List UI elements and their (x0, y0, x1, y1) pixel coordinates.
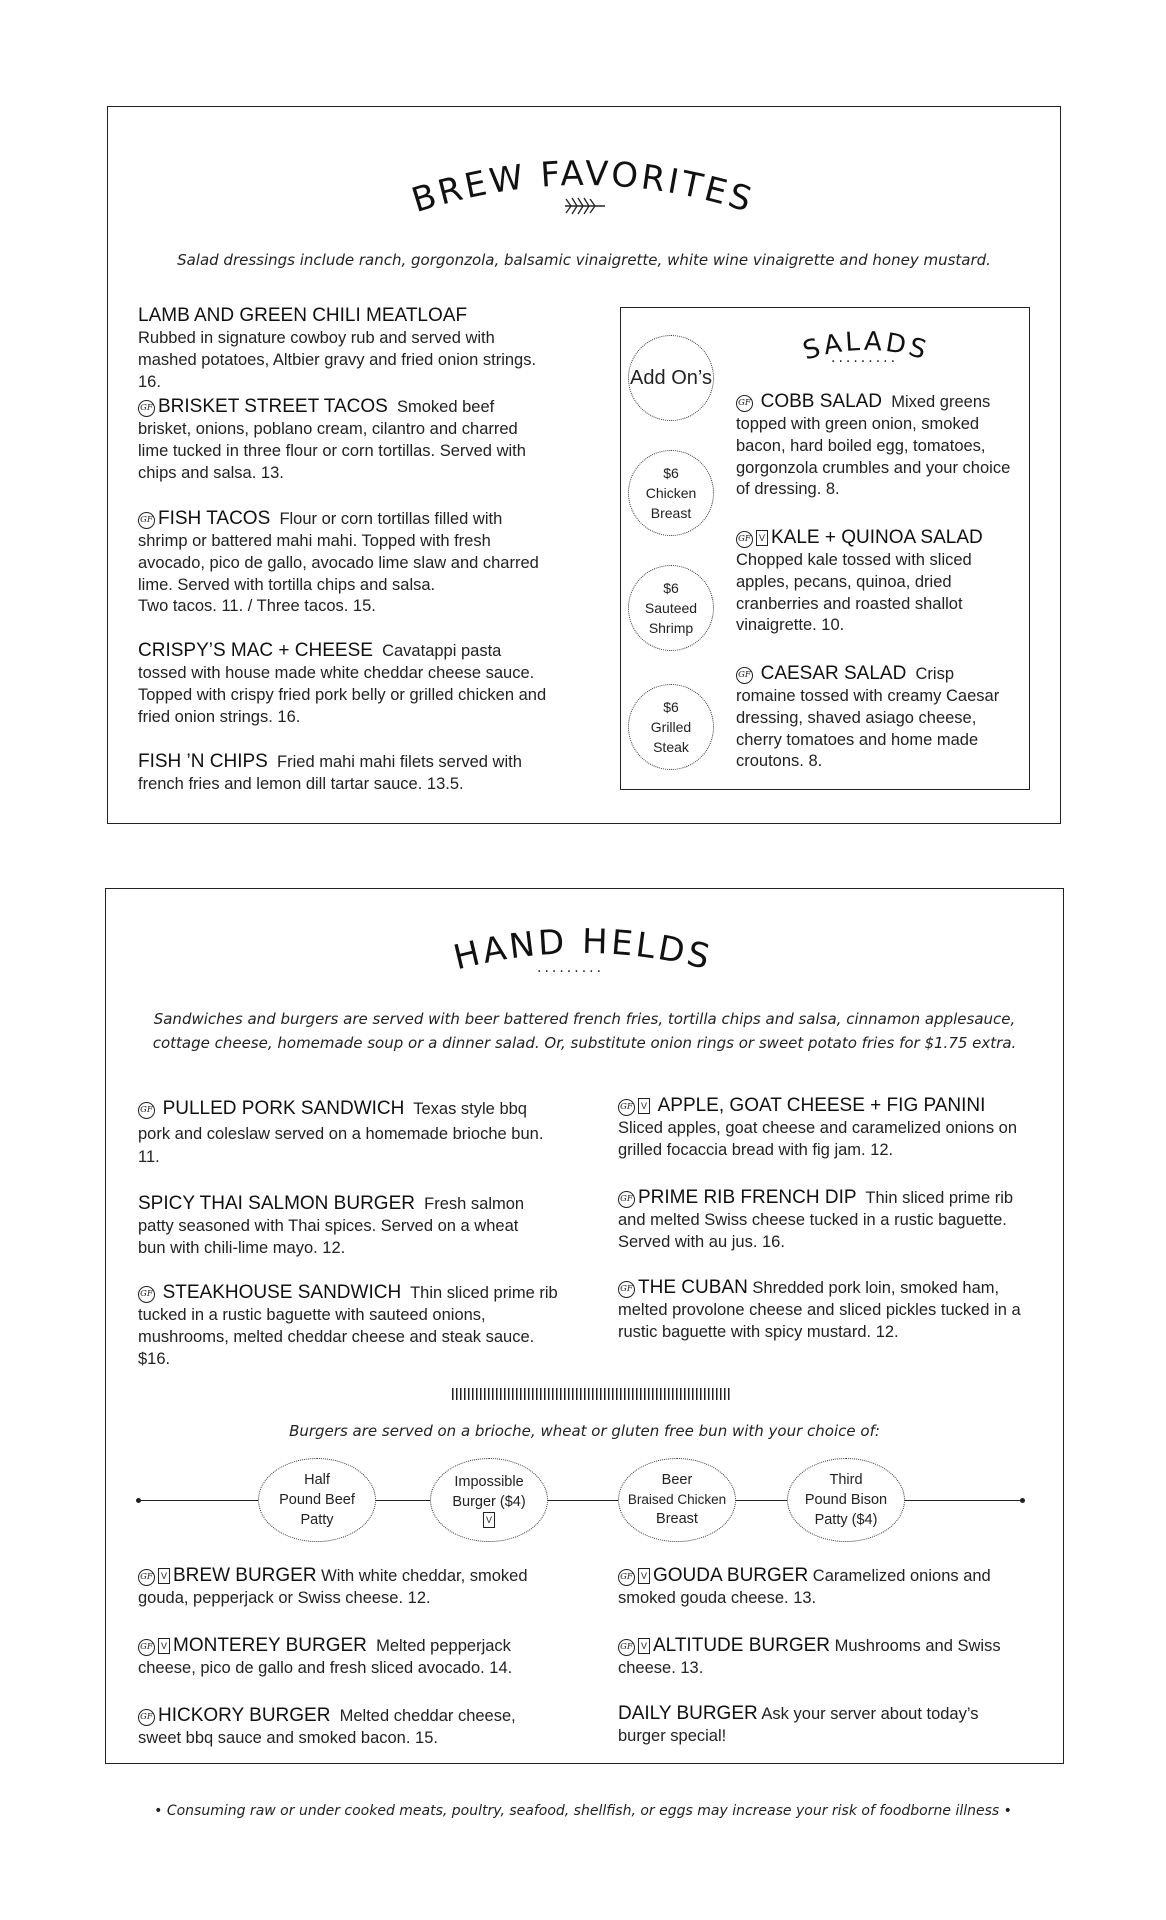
addon-chicken-badge: $6 Chicken Breast (628, 450, 714, 536)
patty-option-impossible: Impossible Burger ($4) V (430, 1458, 548, 1542)
gluten-free-icon: GF (138, 400, 155, 417)
menu-item-fish-tacos: GF FISH TACOS Flour or corn tortillas filled with shrimp or battered mahi mahi. Topped with fresh avocado, pico de gallo, avocado lime slaw and charred lime. Served with tortilla chips and salsa. Two tacos. 11. / Three tacos. 15. (138, 508, 539, 616)
gluten-free-icon: GF (138, 1102, 155, 1119)
dressings-note: Salad dressings include ranch, gorgonzola, balsamic vinaigrette, white wine vinaigrette and honey mustard. (177, 251, 991, 269)
menu-item-brisket-tacos: GF BRISKET STREET TACOS Smoked beef brisket, onions, poblano cream, cilantro and charred lime tucked in three flour or corn tortillas. Served with chips and salsa. 13. (138, 396, 526, 482)
timeline-endpoint-right (1020, 1498, 1025, 1503)
burger-item-gouda: GF V GOUDA BURGER Caramelized onions and smoked gouda cheese. 13. (618, 1565, 991, 1608)
sandwich-item-steakhouse: GF STEAKHOUSE SANDWICH Thin sliced prime rib tucked in a rustic baguette with sauteed onions, mushrooms, melted cheddar cheese and steak sauce. $16. (138, 1282, 558, 1368)
vegetarian-icon: V (483, 1512, 495, 1528)
gluten-free-icon: GF (618, 1569, 635, 1586)
menu-item-mac-cheese: CRISPY’S MAC + CHEESE Cavatappi pasta tossed with house made white cheddar cheese sauce. Topped with crispy fried pork belly or grilled chicken and fried onion strings. 16. (138, 640, 547, 726)
addons-title-badge: Add On’s (628, 335, 714, 421)
gluten-free-icon: GF (736, 395, 753, 412)
sandwich-item-panini: GF V APPLE, GOAT CHEESE + FIG PANINI Sliced apples, goat cheese and caramelized onions on grilled focaccia bread with fig jam. 12. (618, 1095, 1018, 1159)
burger-bun-note: Burgers are served on a brioche, wheat or gluten free bun with your choice of: (289, 1422, 880, 1440)
salads-title (0, 318, 1166, 368)
gluten-free-icon: GF (736, 531, 753, 548)
hand-helds-divider: ......... (537, 960, 605, 976)
decorative-divider (452, 1388, 732, 1400)
sides-note: Sandwiches and burgers are served with beer battered french fries, tortilla chips and salsa, cinnamon applesauce, cottage cheese, homemade soup or a dinner salad. Or, substitute onion rings or sweet potato fries for $1.75 extra. (152, 1010, 1017, 1052)
vegetarian-icon: V (638, 1568, 650, 1584)
gluten-free-icon: GF (618, 1281, 635, 1298)
svg-text:BREW FAVORITES: BREW FAVORITES (407, 153, 759, 222)
svg-text:SALADS: SALADS (799, 326, 933, 367)
vegetarian-icon: V (756, 530, 768, 546)
burger-item-hickory: GF HICKORY BURGER Melted cheddar cheese, sweet bbq sauce and smoked bacon. 15. (138, 1705, 516, 1748)
gluten-free-icon: GF (138, 1639, 155, 1656)
burger-item-daily: DAILY BURGER Ask your server about today’s burger special! (618, 1703, 979, 1746)
salads-divider: ......... (831, 350, 899, 366)
vegetarian-icon: V (638, 1098, 650, 1114)
sandwich-item-thai-salmon: SPICY THAI SALMON BURGER Fresh salmon patty seasoned with Thai spices. Served on a wheat bun with chili-lime mayo. 12. (138, 1193, 525, 1257)
gluten-free-icon: GF (138, 1569, 155, 1586)
addon-steak-badge: $6 Grilled Steak (628, 684, 714, 770)
burger-item-altitude: GF V ALTITUDE BURGER Mushrooms and Swiss cheese. 13. (618, 1635, 1001, 1678)
salad-item-kale-quinoa: GF V KALE + QUINOA SALAD Chopped kale tossed with sliced apples, pecans, quinoa, dried cranberries and roasted shallot vinaigrette. 10. (736, 527, 983, 635)
vegetarian-icon: V (158, 1638, 170, 1654)
leaf-icon (563, 195, 607, 217)
sandwich-item-french-dip: GF PRIME RIB FRENCH DIP Thin sliced prime rib and melted Swiss cheese tucked in a rustic baguette. Served with au jus. 16. (618, 1187, 1014, 1251)
gluten-free-icon: GF (138, 512, 155, 529)
gluten-free-icon: GF (138, 1709, 155, 1726)
vegetarian-icon: V (158, 1568, 170, 1584)
salad-item-cobb: GF COBB SALAD Mixed greens topped with green onion, smoked bacon, hard boiled egg, tomatoes, gorgonzola crumbles and your choice of dressing. 8. (736, 391, 1011, 499)
menu-item-meatloaf: LAMB AND GREEN CHILI MEATLOAF Rubbed in signature cowboy rub and served with mashed potatoes, Altbier gravy and fried onion strings. 16. (138, 305, 537, 391)
gluten-free-icon: GF (138, 1286, 155, 1303)
gluten-free-icon: GF (736, 667, 753, 684)
svg-text:HAND HELDS: HAND HELDS (449, 921, 717, 979)
gluten-free-icon: GF (618, 1191, 635, 1208)
brew-favorites-title (0, 130, 1166, 240)
burger-item-brew: GF V BREW BURGER With white cheddar, smoked gouda, pepperjack or Swiss cheese. 12. (138, 1565, 528, 1608)
gluten-free-icon: GF (618, 1099, 635, 1116)
sandwich-item-pulled-pork: GF PULLED PORK SANDWICH Texas style bbq pork and coleslaw served on a homemade brioche bun. 11. (138, 1098, 544, 1167)
sandwich-item-cuban: GF THE CUBAN Shredded pork loin, smoked ham, melted provolone cheese and sliced pickles tucked in a rustic baguette with spicy mustard. 12. (618, 1277, 1021, 1341)
vegetarian-icon: V (638, 1638, 650, 1654)
timeline-endpoint-left (136, 1498, 141, 1503)
menu-item-fish-n-chips: FISH ’N CHIPS Fried mahi mahi filets served with french fries and lemon dill tartar sauce. 13.5. (138, 751, 522, 794)
burger-item-monterey: GF V MONTEREY BURGER Melted pepperjack cheese, pico de gallo and fresh sliced avocado. 14. (138, 1635, 513, 1678)
patty-option-bison: Third Pound Bison Patty ($4) (787, 1458, 905, 1542)
patty-option-beef: Half Pound Beef Patty (258, 1458, 376, 1542)
salad-item-caesar: GF CAESAR SALAD Crisp romaine tossed with creamy Caesar dressing, shaved asiago cheese, cherry tomatoes and home made croutons. 8. (736, 663, 1000, 771)
patty-option-chicken: Beer Braised Chicken Breast (618, 1458, 736, 1542)
food-safety-footer: • Consuming raw or under cooked meats, poultry, seafood, shellfish, or eggs may increase your risk of foodborne illness • (154, 1803, 1012, 1819)
addon-shrimp-badge: $6 Sauteed Shrimp (628, 565, 714, 651)
gluten-free-icon: GF (618, 1639, 635, 1656)
